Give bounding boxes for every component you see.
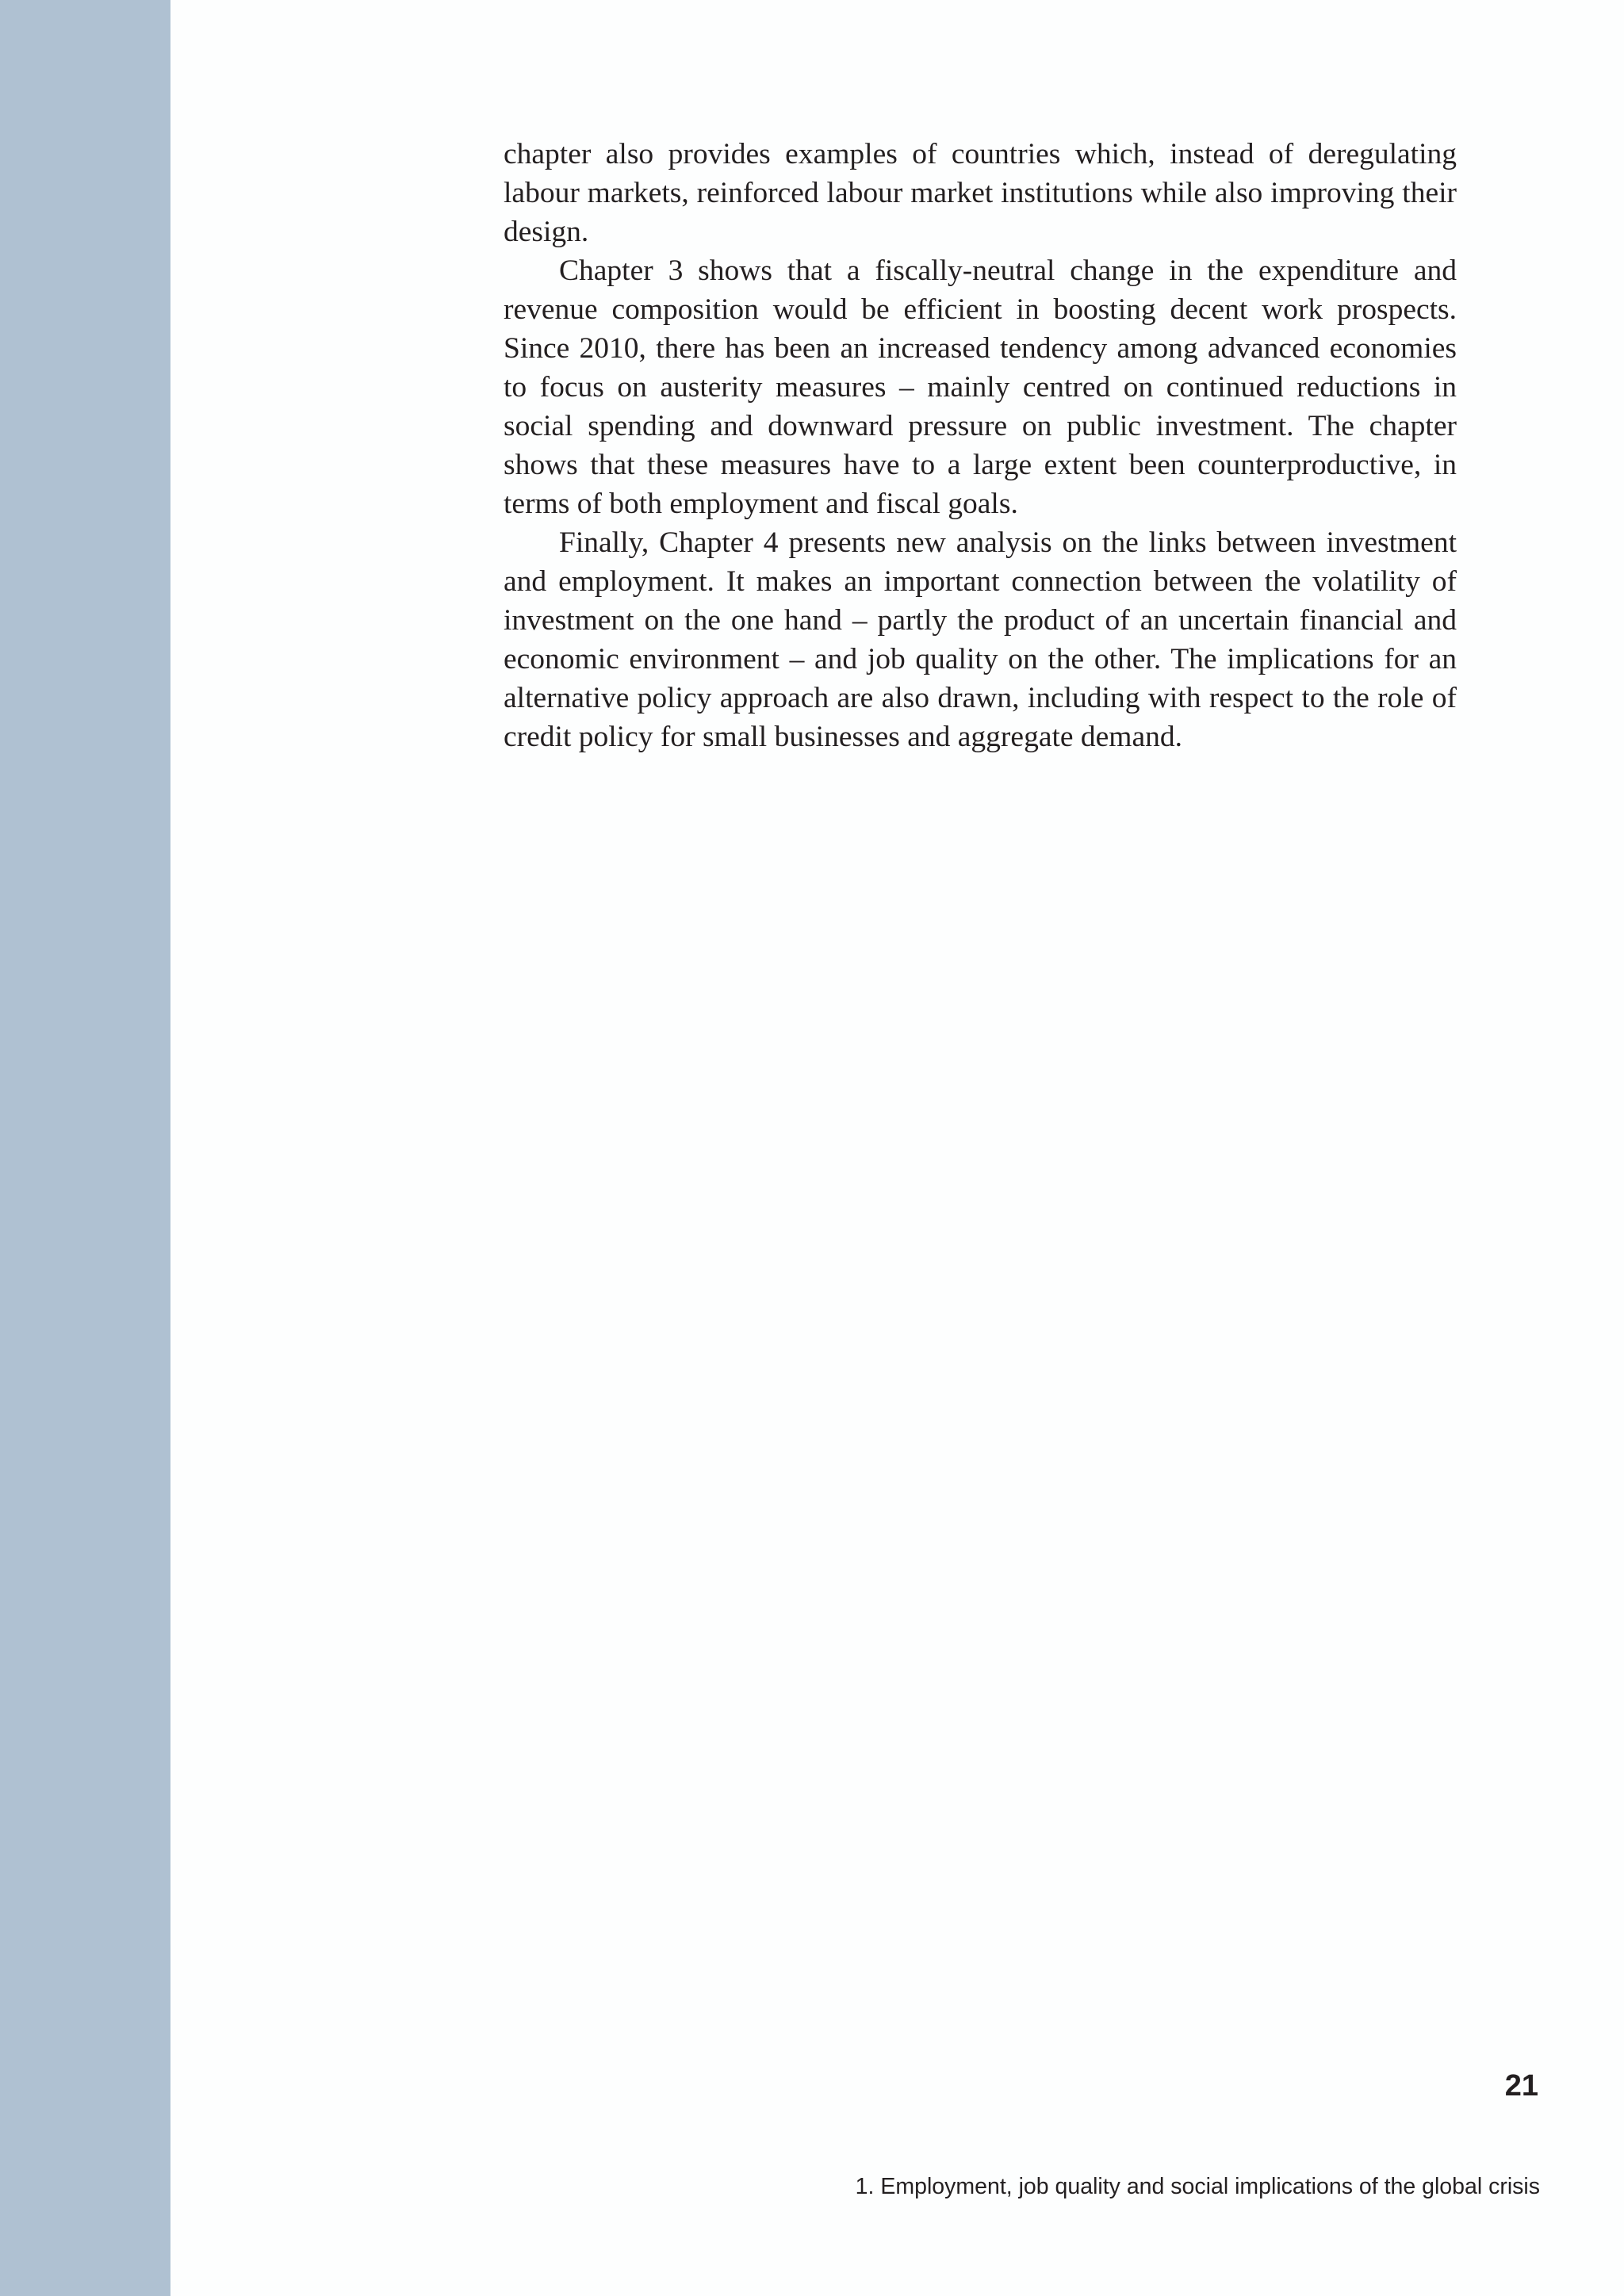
side-color-bar (0, 0, 170, 2296)
paragraph-continuation: chapter also provides examples of countries which, instead of deregulating labour markets, reinforced labour market institutions while also improving their design. (504, 138, 1457, 248)
body-text (504, 135, 1457, 756)
running-footer-title: 1. Employment, job quality and social implications of the global crisis (855, 2174, 1540, 2199)
paragraph-chapter-4: Finally, Chapter 4 presents new analysis on the links between investment and employment. It makes an important connection between the volatility of investment on the one hand – partly the product of an uncertain financial and economic environment – and job quality on the other. The implications for an alternative policy approach are also drawn, including with respect to the role of credit policy for small businesses and aggregate demand. (504, 526, 1457, 753)
paragraph-chapter-3: Chapter 3 shows that a fiscally-neutral change in the expenditure and revenue composition would be efficient in boosting decent work prospects. Since 2010, there has been an increased tendency among advanced economies to focus on austerity measures – mainly centred on continued reductions in social spending and downward pressure on public investment. The chapter shows that these measures have to a large extent been counterproductive, in terms of both employment and fiscal goals. (504, 254, 1457, 520)
page-number: 21 (1504, 2069, 1538, 2103)
